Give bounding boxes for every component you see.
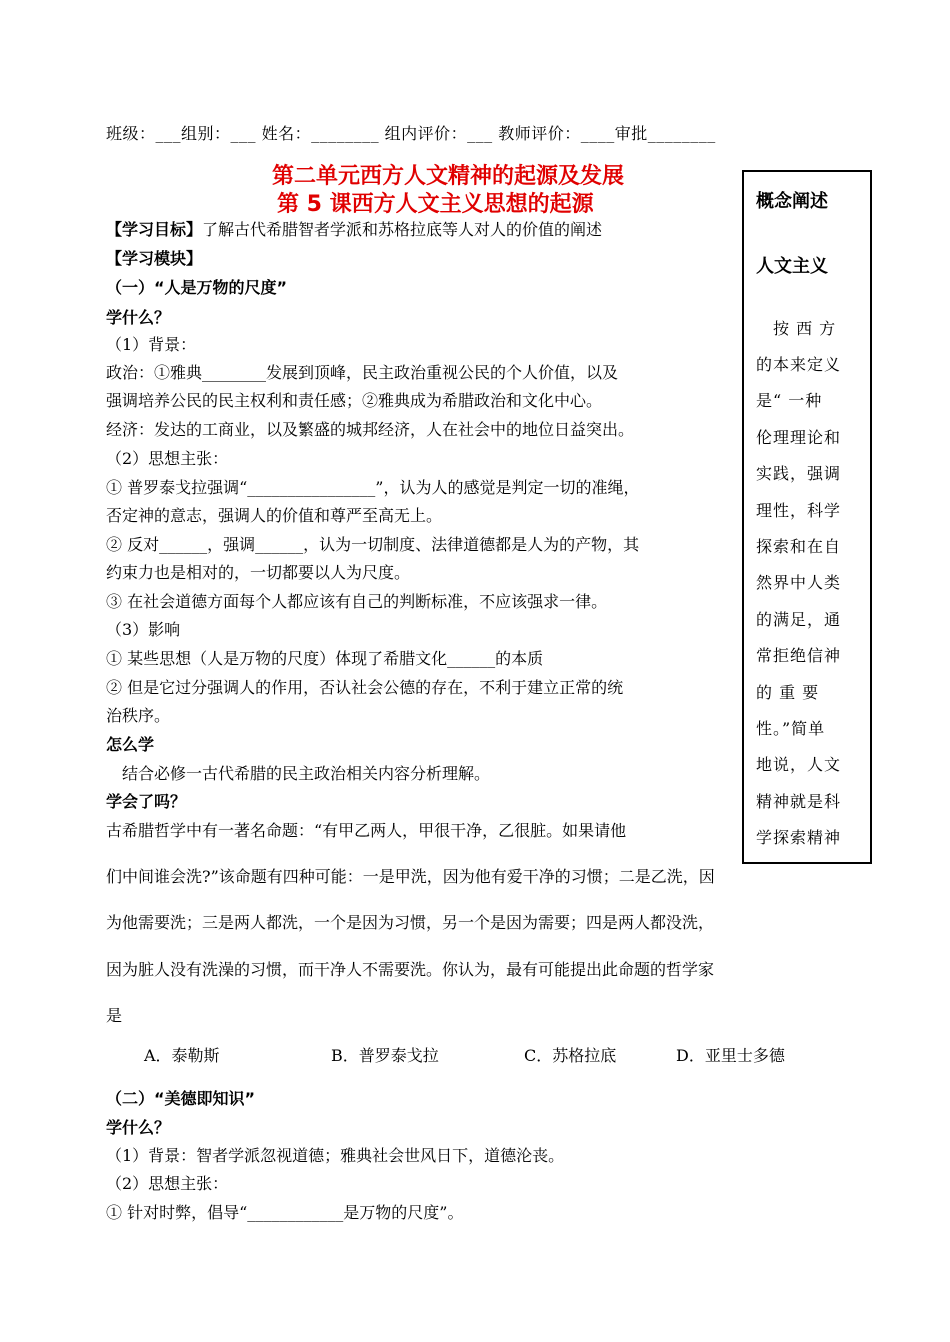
learning-goal xyxy=(106,217,602,240)
text-line: ① 针对时弊，倡导“____________是万物的尺度”。 xyxy=(106,1203,464,1222)
option-b: B．普罗泰戈拉 xyxy=(331,1046,439,1065)
question-line: 因为脏人没有洗澡的习惯，而干净人不需要洗。你认为，最有可能提出此命题的哲学家 xyxy=(106,960,715,979)
text-line: 否定神的意志，强调人的价值和尊严至高无上。 xyxy=(106,506,443,525)
question-line: 是 xyxy=(106,1006,123,1025)
student-info-header: 班级：___组别：___ 姓名：________ 组内评价：___ 教师评价：____审批________ xyxy=(106,124,716,143)
learn-what-heading: 学什么？ xyxy=(106,308,171,327)
text-line: ② 反对______，强调______，认为一切制度、法律道德都是人为的产物，其 xyxy=(106,535,640,554)
option-a: A．泰勒斯 xyxy=(144,1046,220,1065)
text-line: ① 某些思想（人是万物的尺度）体现了希腊文化______的本质 xyxy=(106,649,544,668)
sidebar-line: 探索和在自 xyxy=(756,537,842,556)
check-heading: 学会了吗？ xyxy=(106,792,187,811)
text-line: （2）思想主张： xyxy=(106,449,229,468)
sidebar-line: 实践，强调 xyxy=(756,464,842,483)
section-2-heading: （二）“美德即知识” xyxy=(106,1089,256,1108)
lesson-title: 第 5 课西方人文主义思想的起源 xyxy=(277,192,594,217)
text-line: （1）背景：智者学派忽视道德；雅典社会世风日下，道德沦丧。 xyxy=(106,1146,565,1165)
text-line: 政治：①雅典________发展到顶峰，民主政治重视公民的个人价值，以及 xyxy=(106,363,619,382)
how-to-learn-heading: 怎么学 xyxy=(106,735,155,754)
text-line: ② 但是它过分强调人的作用，否认社会公德的存在，不利于建立正常的统 xyxy=(106,678,624,697)
sidebar-line: 学探索精神 xyxy=(756,828,842,847)
sidebar-line: 的本来定义 xyxy=(756,355,842,374)
goal-text: 了解古代希腊智者学派和苏格拉底等人对人的价值的阐述 xyxy=(202,220,603,239)
text-line: ③ 在社会道德方面每个人都应该有自己的判断标准，不应该强求一律。 xyxy=(106,592,608,611)
sidebar-heading: 概念阐述 xyxy=(756,191,828,212)
option-c: C．苏格拉底 xyxy=(524,1046,617,1065)
text-line: 经济：发达的工商业，以及繁盛的城邦经济，人在社会中的地位日益突出。 xyxy=(106,420,635,439)
learn-what-heading: 学什么？ xyxy=(106,1118,171,1137)
module-label: 【学习模块】 xyxy=(106,249,203,268)
sidebar-line: 伦理理论和 xyxy=(756,428,842,447)
text-line: （1）背景： xyxy=(106,335,197,354)
sidebar-line: 常拒绝信神 xyxy=(756,646,842,665)
how-to-learn-text: 结合必修一古代希腊的民主政治相关内容分析理解。 xyxy=(122,764,491,783)
sidebar-line: 的 重 要 xyxy=(756,683,820,702)
sidebar-term: 人文主义 xyxy=(756,256,828,277)
section-1-heading: （一）“人是万物的尺度” xyxy=(106,278,288,297)
sidebar-line: 然界中人类 xyxy=(756,573,842,592)
text-line: 治秩序。 xyxy=(106,706,171,725)
goal-label: 【学习目标】 xyxy=(106,220,203,239)
text-line: （3）影响 xyxy=(106,620,181,639)
unit-title: 第二单元西方人文精神的起源及发展 xyxy=(272,164,625,189)
sidebar-line: 理性，科学 xyxy=(756,501,842,520)
text-line: （2）思想主张： xyxy=(106,1174,229,1193)
question-line: 们中间谁会洗?”该命题有四种可能：一是甲洗，因为他有爱干净的习惯；二是乙洗，因 xyxy=(106,867,715,886)
sidebar-line: 是“ 一种 xyxy=(756,391,823,410)
sidebar-line: 性。”简单 xyxy=(756,719,826,738)
text-line: 约束力也是相对的，一切都要以人为尺度。 xyxy=(106,563,411,582)
text-line: 强调培养公民的民主权利和责任感；②雅典成为希腊政治和文化中心。 xyxy=(106,391,603,410)
question-line: 为他需要洗；三是两人都洗，一个是因为习惯，另一个是因为需要；四是两人都没洗， xyxy=(106,913,715,932)
sidebar-line: 的满足，通 xyxy=(756,610,842,629)
text-line: ① 普罗泰戈拉强调“________________”，认为人的感觉是判定一切的准绳， xyxy=(106,478,640,497)
sidebar-line: 地说，人文 xyxy=(756,755,842,774)
sidebar-line: 按 西 方 xyxy=(756,319,837,338)
question-line: 古希腊哲学中有一著名命题：“有甲乙两人，甲很干净，乙很脏。如果请他 xyxy=(106,821,627,840)
sidebar-line: 精神就是科 xyxy=(756,792,842,811)
option-d: D．亚里士多德 xyxy=(676,1046,785,1065)
